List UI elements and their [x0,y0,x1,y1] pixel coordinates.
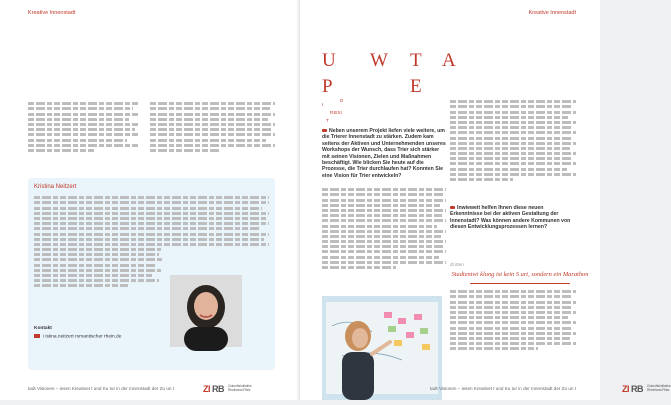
mail-icon [34,334,40,338]
pull-quote: dt itten Stadtentwi klung ist kein S urt, sondern ein Marathon [450,262,590,284]
info-box-contact [34,326,121,339]
left-running-header: Kreative Innenstadt [28,10,76,16]
interview-question-2: Inwieweit helfen Ihnen diese neuen Erkenntnisse bei der aktiven Gestaltung der Innenstadt? Was können andere Kommunen von diesen Entwicklungsprozessen lernen? [450,205,571,231]
right-body-column-1 [322,186,446,271]
left-body-column-2 [150,100,275,154]
left-page [0,0,300,400]
right-running-header: Kreative Innenstadt [528,10,576,16]
right-body-column-2 [450,98,576,183]
brand-logo-right: ZI RB Zukunftsinitiative Rheinland-Pfalz [622,384,671,394]
left-body-column-1 [28,100,138,154]
right-page: Kreative Innenstadt U W T A P E I D RBSI T Neben unserem Projekt liefen viele weitere, um die Trierer Innenstadt zu stärken. Zudem kam seitens der Aktiven und Unternehmenden unseres Workshops der Wunsch, dass Trier sich stärker mit seinen Visionen, Zielen und Maßnahmen beschäftigt. Wie blicken Sie heute auf die Prozesse, die Trier durchlaufen hat? Konnten Sie eine Vision für Trier entwickeln? Inwieweit helfen Ihnen diese neuen Erkenntnisse bei der aktiven Gestaltung der Innenstadt? Was können andere Kommunen von diesen Entwicklungsprozessen lernen? dt itten Stadtentwi klung ist kein S urt, sondern ein Marathon ZI RB Zukunftsinitiative Rheinland-Pfalz tadt Visionen – iesen Kreativet t und Ku tur in der Innenstadt der Zu un t [300,0,600,400]
contact-email[interactable]: i istina.neitzert romantischer rhein.de [43,334,122,340]
question-marker-icon [322,129,327,132]
right-body-column-3 [450,288,576,352]
portrait-photo [170,275,242,347]
info-box-name: Kristina Neitzert [34,184,77,190]
right-footer: tadt Visionen – iesen Kreativet t und Ku tur in der Innenstadt der Zu un t [430,386,576,391]
interview-question-1: Neben unserem Projekt liefen viele weitere, um die Trierer Innenstadt zu stärken. Zudem kam seitens der Aktiven und Unternehmenden unseres Workshops der Wunsch, dass Trier sich stärker mit seinen Visionen, Zielen und Maßnahmen beschäftigt. Wie blicken Sie heute auf die Prozesse, die Trier durchlaufen hat? Konnten Sie eine Vision für Trier entwickeln? [322,128,446,179]
contact-label: Kontakt [34,326,52,331]
brand-logo-left: ZI RB Zukunftsinitiative Rheinland-Pfalz [203,384,252,394]
left-footer: tadt Visionen – iesen Kreativet t und Ku tur in der Innenstadt der Zu un t [28,386,174,391]
headline: U W T A P E [322,50,456,97]
question-marker-icon [450,206,455,209]
workshop-photo [322,296,442,400]
